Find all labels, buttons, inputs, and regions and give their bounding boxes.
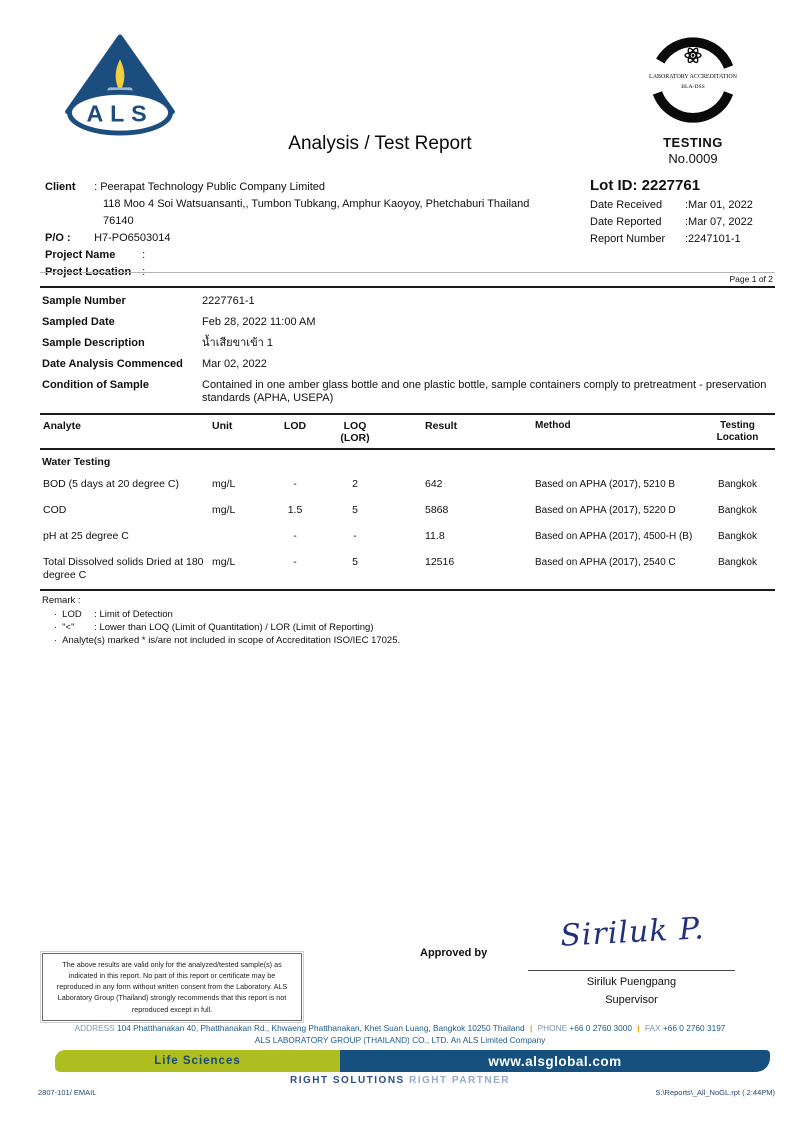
sampled-date-label: Sampled Date [42,316,115,328]
footer-address-line [0,1023,800,1033]
analyte-cell: BOD (5 days at 20 degree C) [43,478,179,490]
lot-info [590,177,780,248]
unit-cell: mg/L [212,556,236,568]
date-received-value: :Mar 01, 2022 [685,199,753,211]
fax-value: +66 0 2760 3197 [662,1023,726,1033]
analyte-cell: COD [43,504,67,516]
sample-info-table [40,288,775,413]
table-row [40,312,775,333]
date-reported-value: :Mar 07, 2022 [685,216,753,228]
unit-cell: mg/L [212,478,236,490]
table-row [40,375,775,409]
table-row [40,524,775,550]
logo-text: ALS [86,100,154,127]
report-file-path: S:\Reports\_All_NoGL.rpt ( 2:44PM) [655,1088,775,1097]
list-item [42,621,775,634]
remark-term: LOD [62,609,82,620]
loq-cell: 2 [352,478,358,490]
lod-cell: 1.5 [287,504,303,516]
stamp-line2: BLA-DSS [681,83,705,90]
separator: | [529,1023,533,1033]
report-number-value: :2247101-1 [685,233,741,245]
lod-cell: - [293,530,297,542]
unit-header: Unit [212,420,233,432]
location-header-line1: Testing [720,420,755,431]
unit-cell: mg/L [212,504,236,516]
table-row [40,472,775,498]
date-reported-row [590,214,780,231]
website-url: www.alsglobal.com [488,1053,622,1069]
analyte-cell: Total Dissolved solids Dried at 180 degree C [43,556,204,581]
client-colon: : [94,181,101,193]
lod-header: LOD [283,420,307,432]
remark-desc: : Lower than LOQ (Limit of Quantitation) / LOR (Limit of Reporting) [94,622,374,633]
project-name-label: Project Name [45,249,116,261]
table-row [40,333,775,354]
result-cell: 642 [425,478,443,490]
signature-line [528,970,735,971]
sample-number-value: 2227761-1 [202,295,255,307]
bullet: · [54,622,58,633]
project-name-colon: : [142,249,146,261]
disclaimer-box: The above results are valid only for the analyzed/tested sample(s) as indicated in this report. No part of this report or certificate may be reproduced in any form without written consent from the Laboratory. ALS Laboratory Group (Thailand) strongly recommends that this report is not reproduced except in full. [42,953,302,1021]
website-bar [340,1050,770,1072]
table-row [40,354,775,375]
section-header: Water Testing [42,456,111,468]
location-cell: Bangkok [718,505,757,516]
remark-term: "<" [62,622,75,633]
client-address-line2: 76140 [103,215,134,227]
document-code: 2807-101/ EMAIL [38,1088,97,1097]
date-analysis-label: Date Analysis Commenced [42,358,183,370]
method-cell: Based on APHA (2017), 2540 C [535,557,676,568]
footer-company-line: ALS LABORATORY GROUP (THAILAND) CO., LTD. An ALS Limited Company [254,1035,546,1045]
list-item [42,634,775,647]
lod-cell: - [293,556,297,568]
method-cell: Based on APHA (2017), 4500-H (B) [535,531,693,542]
analyte-header: Analyte [43,420,81,432]
lod-cell: - [293,478,297,490]
location-cell: Bangkok [718,479,757,490]
po-row [45,230,565,247]
loq-header [320,420,390,444]
main-content [40,272,775,647]
phone-value: +66 0 2760 3000 [569,1023,632,1033]
result-cell: 11.8 [425,530,445,542]
tagline-light: RIGHT PARTNER [404,1075,510,1086]
life-sciences-label: Life Sciences [154,1055,241,1067]
location-header [700,420,775,444]
sample-description-value: น้ำเสียขาเข้า 1 [202,337,273,349]
lot-id: Lot ID: 2227761 [590,177,701,194]
approved-by-label: Approved by [420,947,488,959]
stamp-testing-label: TESTING [663,135,723,150]
project-location-label: Project Location [45,266,132,278]
table-row [40,291,775,312]
loq-cell: 5 [352,556,358,568]
date-reported-label: Date Reported [590,216,662,228]
approver-role: Supervisor [605,994,658,1006]
address-label: ADDRESS [74,1023,115,1033]
bullet: · [54,635,58,646]
als-logo [56,34,184,136]
condition-value: Contained in one amber glass bottle and one plastic bottle, sample containers comply to pretreatment - preservation standards (APHA, USEPA) [202,379,767,404]
project-name-row [45,247,565,264]
page-title: Analysis / Test Report [288,133,472,154]
method-header: Method [535,420,571,431]
fax-label: FAX [644,1023,661,1033]
loq-cell: - [353,530,357,542]
remark-title: Remark : [42,595,81,606]
separator: | [637,1023,640,1033]
loq-header-line2: (LOR) [340,432,370,444]
sample-number-label: Sample Number [42,295,126,307]
po-label: P/O : [45,232,71,244]
loq-cell: 5 [352,504,358,516]
report-number-label: Report Number [590,233,666,245]
location-cell: Bangkok [718,531,757,542]
table-row [40,550,775,589]
bullet: · [54,609,58,620]
atom-icon [685,47,701,64]
client-label: Client [45,181,76,193]
location-cell: Bangkok [718,557,757,568]
stamp-line1: LABORATORY ACCREDITATION [649,74,737,81]
loq-header-line1: LOQ [343,420,367,432]
phone-label: PHONE [537,1023,568,1033]
method-cell: Based on APHA (2017), 5210 B [535,479,676,490]
client-name: Peerapat Technology Public Company Limited [100,181,326,193]
condition-label: Condition of Sample [42,379,149,391]
stamp-seal-icon [647,36,739,124]
results-header-row [40,415,775,448]
client-row [45,179,565,196]
stamp-number: No.0009 [668,151,718,166]
date-received-row [590,197,780,214]
brand-tagline [0,1075,800,1086]
unit-cell [210,530,270,543]
po-value: H7-PO6503014 [94,232,171,244]
remark-section [40,591,775,647]
report-number-row [590,231,780,248]
result-cell: 12516 [425,556,455,568]
date-received-label: Date Received [590,199,663,211]
date-analysis-value: Mar 02, 2022 [202,358,267,370]
project-location-colon: : [142,266,146,278]
remark-desc: : Limit of Detection [94,609,173,620]
approver-name: Siriluk Puengpang [586,976,677,988]
page-indicator: Page 1 of 2 [729,274,773,284]
remark-desc: Analyte(s) marked * is/are not included in scope of Accreditation ISO/IEC 17025. [62,635,401,646]
sample-description-label: Sample Description [42,337,145,349]
sampled-date-value: Feb 28, 2022 11:00 AM [202,316,316,328]
method-cell: Based on APHA (2017), 5220 D [535,505,676,516]
client-address-line1: 118 Moo 4 Soi Watsuansanti,, Tumbon Tubkang, Amphur Kaoyoy, Phetchaburi Thailand [103,198,530,210]
life-sciences-badge [55,1050,340,1072]
table-row [40,498,775,524]
tagline-bold: RIGHT SOLUTIONS [290,1075,405,1086]
result-header: Result [425,420,458,432]
location-header-line2: Location [716,432,759,443]
result-cell: 5868 [425,504,449,516]
signature: Siriluk P. [559,911,706,954]
list-item [42,608,775,621]
address-value: 104 Phatthanakan 40, Phatthanakan Rd., Khwaeng Phatthanakan, Khet Suan Luang, Bangkok 10250 Thailand [117,1023,525,1033]
analyte-cell: pH at 25 degree C [43,530,129,542]
client-info [45,179,565,281]
